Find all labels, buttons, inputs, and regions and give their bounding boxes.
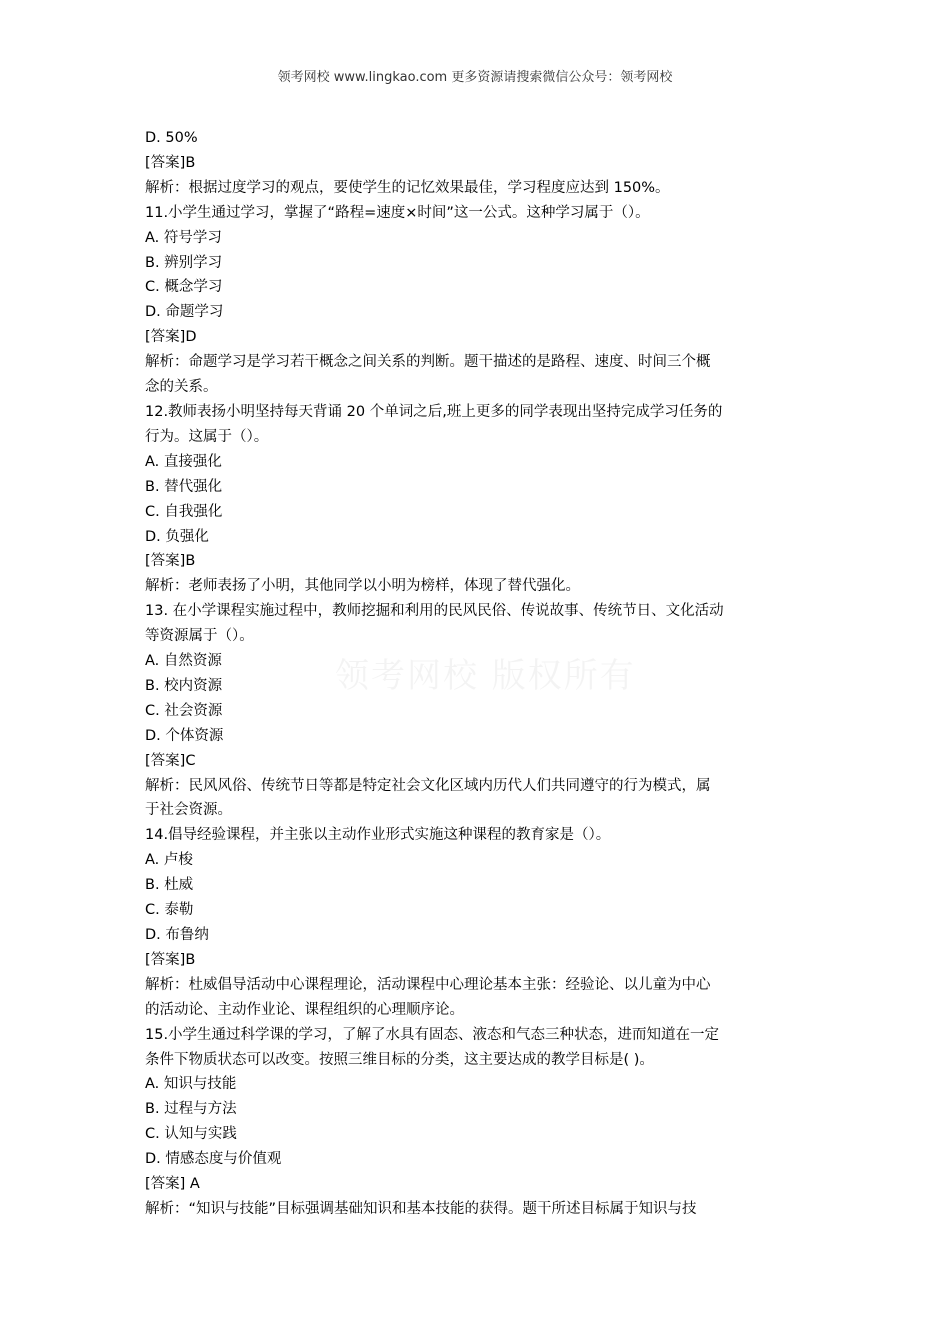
text-line: D. 50% — [145, 130, 198, 146]
text-line: [答案] A — [145, 1176, 200, 1193]
text-line: B. 校内资源 — [145, 677, 223, 694]
text-line: 的活动论、主动作业论、课程组织的心理顺序论。 — [145, 1001, 464, 1018]
text-line: [答案]B — [145, 951, 196, 968]
text-line: C. 概念学习 — [145, 279, 223, 296]
text-line: D. 个体资源 — [145, 727, 224, 744]
text-line: 行为。这属于（）。 — [145, 428, 269, 445]
text-line: [答案]B — [145, 154, 196, 171]
text-line: A. 卢梭 — [145, 852, 193, 869]
text-line: D. 布鲁纳 — [145, 927, 209, 943]
text-line: A. 自然资源 — [145, 653, 222, 670]
text-line: 13. 在小学课程实施过程中，教师挖掘和利用的民风民俗、传说故事、传统节日、文化活动 — [145, 603, 724, 620]
text-line: D. 情感态度与价值观 — [145, 1151, 282, 1168]
text-line: A. 符号学习 — [145, 229, 222, 246]
text-line: 解析：老师表扬了小明，其他同学以小明为榜样，体现了替代强化。 — [145, 578, 580, 595]
text-line: [答案]B — [145, 553, 196, 570]
text-line: 解析：民风风俗、传统节日等都是特定社会文化区域内历代人们共同遵守的行为模式，属 — [145, 777, 711, 794]
text-line: 条件下物质状态可以改变。按照三维目标的分类，这主要达成的教学目标是( )。 — [145, 1051, 654, 1068]
text-line: 14.倡导经验课程，并主张以主动作业形式实施这种课程的教育家是（）。 — [145, 827, 611, 844]
text-line: C. 自我强化 — [145, 503, 223, 520]
text-line: B. 辨别学习 — [145, 254, 223, 271]
text-line: A. 知识与技能 — [145, 1076, 237, 1093]
text-line: A. 直接强化 — [145, 453, 222, 470]
text-line: C. 认知与实践 — [145, 1126, 237, 1143]
text-line: 11.小学生通过学习，掌握了“路程=速度×时间”这一公式。这种学习属于（）。 — [145, 204, 650, 221]
text-line: B. 杜威 — [145, 877, 194, 894]
text-line: 解析：根据过度学习的观点，要使学生的记忆效果最佳，学习程度应达到 150%。 — [145, 179, 670, 196]
text-line: B. 过程与方法 — [145, 1101, 237, 1118]
document-body — [145, 126, 810, 1222]
text-line: 解析：“知识与技能”目标强调基础知识和基本技能的获得。题干所述目标属于知识与技 — [145, 1200, 697, 1217]
text-line: C. 社会资源 — [145, 702, 223, 719]
text-line: B. 替代强化 — [145, 478, 223, 495]
text-line: 15.小学生通过科学课的学习，了解了水具有固态、液态和气态三种状态，进而知道在一定 — [145, 1026, 720, 1043]
text-line: C. 泰勒 — [145, 902, 194, 919]
text-line: D. 命题学习 — [145, 304, 224, 321]
text-line: 解析：命题学习是学习若干概念之间关系的判断。题干描述的是路程、速度、时间三个概 — [145, 354, 711, 371]
text-line: [答案]D — [145, 329, 197, 346]
text-line: [答案]C — [145, 752, 196, 769]
text-line: 等资源属于（）。 — [145, 628, 254, 645]
text-line: 解析：杜威倡导活动中心课程理论，活动课程中心理论基本主张：经验论、以儿童为中心 — [145, 976, 711, 993]
text-line: D. 负强化 — [145, 528, 209, 545]
page-header: 领考网校 www.lingkao.com 更多资源请搜索微信公众号：领考网校 — [277, 70, 673, 85]
text-line: 念的关系。 — [145, 379, 218, 396]
text-line: 于社会资源。 — [145, 802, 232, 819]
text-line: 12.教师表扬小明坚持每天背诵 20 个单词之后,班上更多的同学表现出坚持完成学习任务的 — [145, 403, 723, 420]
